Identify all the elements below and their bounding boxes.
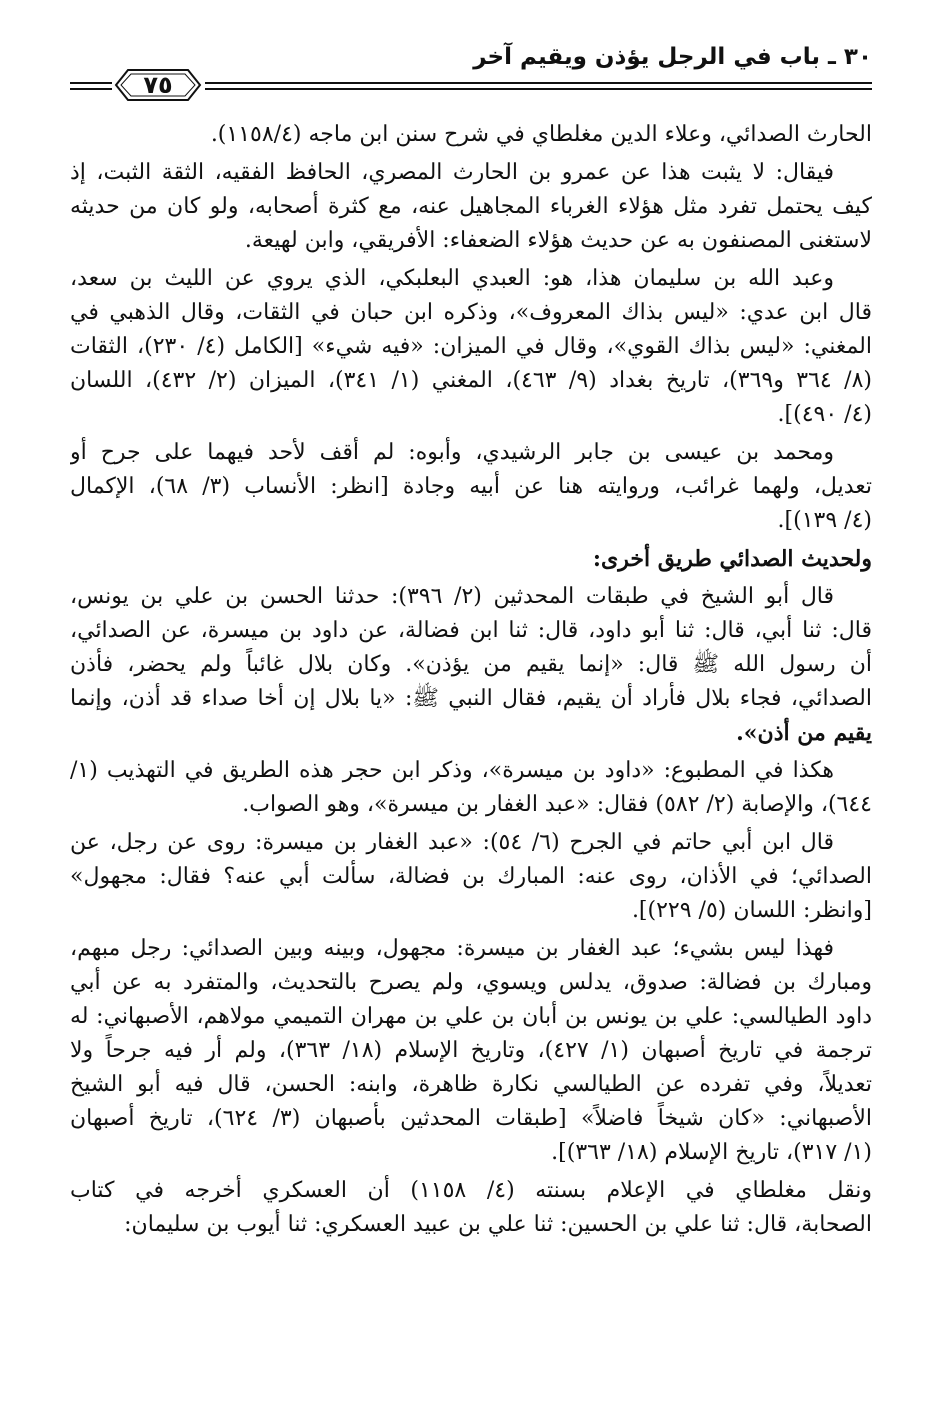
paragraph (70, 156, 872, 258)
text-line: (٤/ ١٣٩)]. (777, 508, 872, 533)
paragraph (70, 118, 872, 152)
text-line: (١/ ٣١٧)، تاريخ الإسلام (١٨/ ٣٦٣)]. (551, 1140, 872, 1165)
header-rule-upper (205, 82, 872, 84)
text-line: ٦٤٤)، والإصابة (٢/ ٥٨٢) فقال: «عبد الغفار بن ميسرة»، وهو الصواب. (242, 792, 872, 817)
text-line: الأصبهاني: «كان شيخاً فاضلاً» [طبقات المحدثين بأصبهان (٣/ ٦٢٤)، تاريخ أصبهان (70, 1106, 872, 1131)
text-line: ومحمد بن عيسى بن جابر الرشيدي، وأبوه: لم أقف لأحد فيهما على جرح أو (70, 440, 834, 465)
text-line: وعبد الله بن سليمان هذا، هو: العبدي البعلبكي، الذي يروي عن الليث بن سعد، (70, 266, 834, 291)
text-line: فيقال: لا يثبت هذا عن عمرو بن الحارث المصري، الحافظ الفقيه، الثقة الثبت، إذ (70, 160, 834, 185)
text-line: قال ابن أبي حاتم في الجرح (٦/ ٥٤): «عبد الغفار بن ميسرة: روى عن رجل، عن (70, 830, 835, 855)
text-line: فهذا ليس بشيء؛ عبد الغفار بن ميسرة: مجهول، وبينه وبين الصدائي: رجل مبهم، (70, 936, 834, 961)
paragraph (70, 436, 872, 538)
text-line: قال: ثنا أبي، قال: ثنا أبو داود، قال: ثنا ابن فضالة، عن داود بن ميسرة، عن الصدائي، (70, 618, 872, 643)
text-line: أن رسول الله ﷺ قال: «إنما يقيم من يؤذن». وكان بلال غائباً ولم يحضر، فأذن (70, 652, 872, 677)
text-line: ونقل مغلطاي في الإعلام بسنته (٤/ ١١٥٨) أن العسكري أخرجه في كتاب (70, 1178, 872, 1203)
text-line: كيف يحتمل تفرد مثل هؤلاء الغرباء المجاهيل عنه، مع كثرة أصحابه، ولو كان من حديثه (70, 194, 872, 219)
paragraph (70, 262, 872, 432)
text-line: الصحابة، قال: ثنا علي بن الحسين: ثنا علي بن عبيد العسكري: ثنا أيوب بن سليمان: (124, 1212, 872, 1237)
heading-line: ولحديث الصدائي طريق أخرى: (592, 546, 872, 572)
page-number: ٧٥ (143, 71, 173, 99)
paragraph (70, 826, 872, 928)
header-rule-left-upper (70, 82, 112, 84)
paragraph (70, 932, 872, 1170)
text-line: قال ابن عدي: «ليس بذاك المعروف»، وذكره ابن حبان في الثقات، وقال الذهبي في (70, 300, 872, 325)
paragraph (70, 580, 872, 750)
text-line: (٨/ ٣٦٤ و٣٦٩)، تاريخ بغداد (٩/ ٤٦٣)، المغني (١/ ٣٤١)، الميزان (٢/ ٤٣٢)، اللسان (70, 368, 872, 393)
header-rule-left-lower (70, 88, 112, 90)
text-line: داود الطيالسي: علي بن يونس بن أبان بن علي بن مهران التميمي مولاهم، الأصبهاني: له (70, 1004, 872, 1029)
text-line: هكذا في المطبوع: «داود بن ميسرة»، وذكر ابن حجر هذه الطريق في التهذيب (١/ (70, 758, 834, 783)
text-line: [وانظر: اللسان (٥/ ٢٢٩)]. (631, 898, 872, 923)
text-line: المغني: «ليس بذاك القوي»، وقال في الميزان: «فيه شيء» [الكامل (٤/ ٢٣٠)، الثقات (70, 334, 872, 359)
paragraph (70, 754, 872, 822)
text-line: تعديلاً، وفي تفرده عن الطيالسي نكارة ظاهرة، وابنه: الحسن، قال فيه أبو الشيخ (70, 1072, 872, 1097)
header-rule-lower (205, 88, 872, 90)
text-line: ومبارك بن فضالة: صدوق، يدلس ويسوي، ولم يصرح بالتحديث، والمتفرد به عن أبي (70, 970, 872, 995)
text-line: تعديل، ولهما غرائب، وروايته هنا عن أبيه وجادة [انظر: الأنساب (٣/ ٦٨)، الإكمال (70, 474, 872, 499)
text-line: الحارث الصدائي، وعلاء الدين مغلطاي في شرح سنن ابن ماجه (١١٥٨/٤). (210, 122, 872, 147)
text-line: الصدائي، فجاء بلال فأراد أن يقيم، فقال النبي ﷺ: «يا بلال إن أخا صداء قد أذن، وإنما (70, 686, 872, 711)
text-line: قال أبو الشيخ في طبقات المحدثين (٢/ ٣٩٦): حدثنا الحسن بن علي بن يونس، (70, 584, 835, 609)
paragraph (70, 1174, 872, 1242)
section-heading (70, 542, 872, 576)
main-text (70, 118, 872, 1246)
text-line: (٤/ ٤٩٠)]. (777, 402, 872, 427)
text-line: الصدائي؛ في الأذان، روى عنه: المبارك بن فضالة، سألت أبي عنه؟ فقال: مجهول» (70, 864, 872, 889)
text-line: ترجمة في تاريخ أصبهان (١/ ٤٢٧)، وتاريخ الإسلام (١٨/ ٣٦٣)، ولم أر فيه جرحاً ولا (70, 1038, 872, 1063)
text-line: يقيم من أذن». (736, 720, 872, 746)
running-title: ٣٠ ـ باب في الرجل يؤذن ويقيم آخر (473, 44, 872, 70)
text-line: لاستغنى المصنفون به عن حديث هؤلاء الضعفاء: الأفريقي، وابن لهيعة. (244, 228, 872, 253)
